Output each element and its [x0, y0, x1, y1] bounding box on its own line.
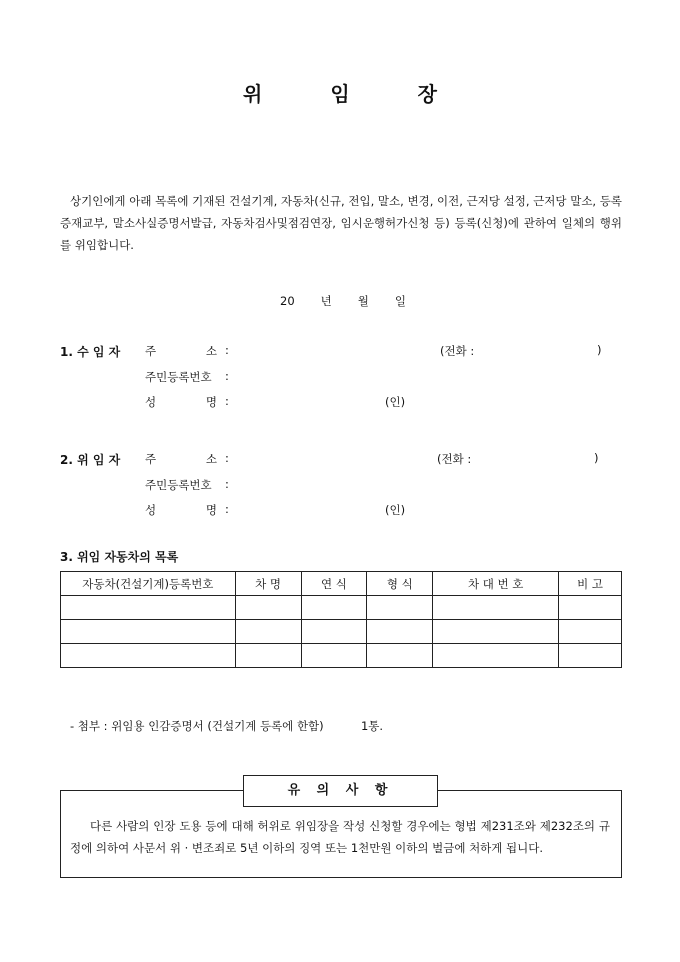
notice-title: 유 의 사 항 — [243, 775, 438, 807]
table-cell[interactable] — [367, 596, 433, 620]
section2-phone-close: ) — [594, 451, 599, 465]
section1-address-char2: 소 — [205, 344, 217, 358]
section1-name-char1: 성 — [145, 395, 157, 409]
title-char-3: 장 — [417, 82, 437, 106]
header-remarks: 비 고 — [559, 572, 622, 596]
table-cell[interactable] — [61, 596, 236, 620]
date-year: 년 — [320, 294, 332, 308]
section2-address-label — [145, 451, 217, 467]
table-cell[interactable] — [559, 596, 622, 620]
section1-address-colon: : — [225, 343, 229, 357]
section1-id-label: 주민등록번호 — [145, 370, 212, 384]
header-model-type: 형 식 — [367, 572, 433, 596]
section2-seal: (인) — [385, 503, 406, 517]
table-cell[interactable] — [433, 644, 559, 668]
table-cell[interactable] — [61, 644, 236, 668]
table-cell[interactable] — [559, 644, 622, 668]
section1-name-label — [145, 394, 217, 410]
section1-address-label — [145, 343, 217, 359]
section1-id-colon: : — [225, 369, 229, 383]
attachment-text: - 첨부 : 위임용 인감증명서 (건설기계 등록에 한함) — [70, 719, 324, 733]
table-header-row — [61, 572, 622, 596]
section3-label: 3. 위임 자동차의 목록 — [60, 550, 179, 564]
section2-address-char1: 주 — [145, 452, 157, 466]
table-row — [61, 644, 622, 668]
table-cell[interactable] — [301, 620, 367, 644]
header-vehicle-name: 차 명 — [235, 572, 301, 596]
notice-text: 다른 사람의 인장 도용 등에 대해 허위로 위임장을 작성 신청할 경우에는 형법 제231조와 제232조의 규정에 의하여 사문서 위 · 변조죄로 5년 이하의 징역 또는 1천만원 이하의 벌금에 처하게 됩니다. — [70, 819, 610, 855]
section2-address-colon: : — [225, 451, 229, 465]
table-cell[interactable] — [235, 620, 301, 644]
table-cell[interactable] — [235, 596, 301, 620]
section1-name-char2: 명 — [205, 395, 217, 409]
header-registration-number: 자동차(건설기계)등록번호 — [61, 572, 236, 596]
title-char-2: 임 — [330, 82, 350, 106]
date-line — [280, 293, 432, 309]
table-cell[interactable] — [61, 620, 236, 644]
date-year-prefix: 20 — [280, 294, 295, 308]
section2-id-label: 주민등록번호 — [145, 478, 212, 492]
section2-address-char2: 소 — [205, 452, 217, 466]
section2-name-char1: 성 — [145, 503, 157, 517]
table-cell[interactable] — [559, 620, 622, 644]
title-char-1: 위 — [243, 82, 263, 106]
date-month: 월 — [357, 294, 369, 308]
intro-paragraph: 상기인에게 아래 목록에 기재된 건설기계, 자동차(신규, 전입, 말소, 변경, 이전, 근저당 설정, 근저당 말소, 등록증재교부, 말소사실증명서발급, 자동차검사및점검연장, 임시운행허가신청 등) 등록(신청)에 관하여 일체의 행위를 위임합니다. — [60, 194, 622, 252]
section2-phone-label: (전화 : — [437, 452, 472, 466]
table-cell[interactable] — [301, 644, 367, 668]
table-cell[interactable] — [367, 644, 433, 668]
header-model-year: 연 식 — [301, 572, 367, 596]
section2-name-label — [145, 502, 217, 518]
section1-seal: (인) — [385, 395, 406, 409]
table-row — [61, 596, 622, 620]
section2-name-colon: : — [225, 502, 229, 516]
table-cell[interactable] — [235, 644, 301, 668]
section1-address-char1: 주 — [145, 344, 157, 358]
table-cell[interactable] — [367, 620, 433, 644]
section2-id-colon: : — [225, 477, 229, 491]
date-day: 일 — [394, 294, 406, 308]
header-chassis-number: 차 대 번 호 — [433, 572, 559, 596]
attachment-line — [70, 718, 383, 734]
vehicle-list-table — [60, 571, 622, 668]
table-cell[interactable] — [433, 620, 559, 644]
document-title — [0, 78, 680, 107]
section1-phone-label: (전화 : — [440, 344, 475, 358]
section2-label: 2. 위 임 자 — [60, 453, 121, 467]
section1-label: 1. 수 임 자 — [60, 345, 121, 359]
table-cell[interactable] — [433, 596, 559, 620]
attachment-count: 1통. — [360, 719, 384, 733]
section2-name-char2: 명 — [205, 503, 217, 517]
table-cell[interactable] — [301, 596, 367, 620]
section1-phone-close: ) — [597, 343, 602, 357]
section1-name-colon: : — [225, 394, 229, 408]
table-row — [61, 620, 622, 644]
